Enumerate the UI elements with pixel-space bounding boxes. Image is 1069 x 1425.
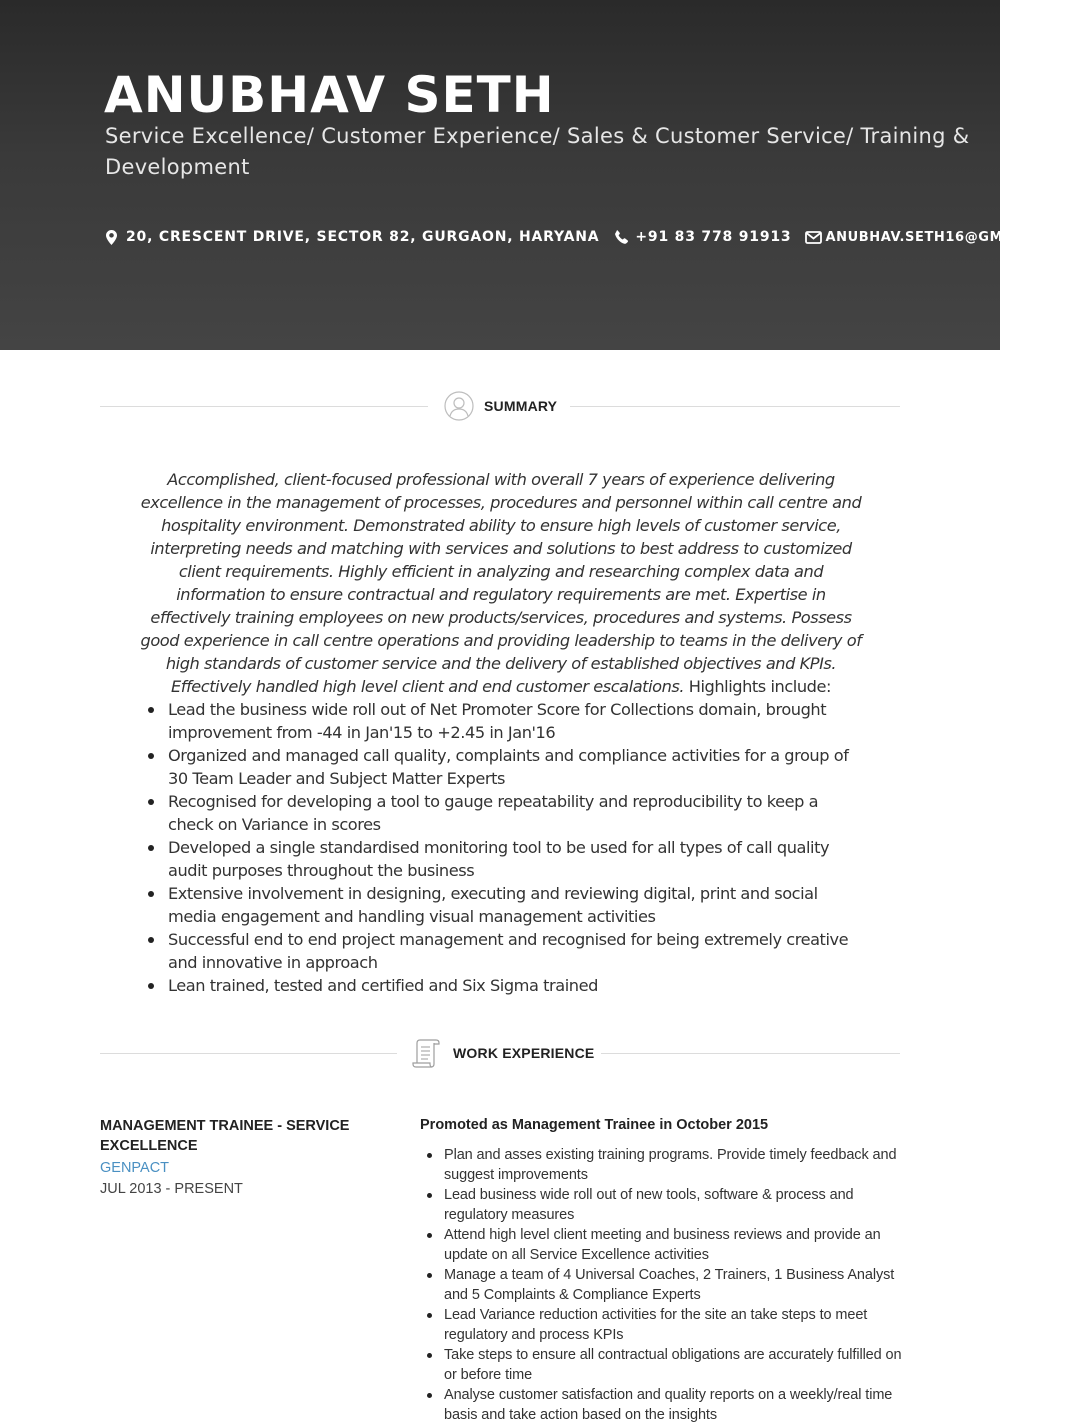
list-item: Plan and asses existing training programs. Provide timely feedback and suggest improvements bbox=[420, 1145, 905, 1185]
resume-header bbox=[0, 0, 1069, 350]
list-item: Lead the business wide roll out of Net Promoter Score for Collections domain, brought improvement from -44 in Jan'15 to +2.45 in Jan'16 bbox=[140, 698, 862, 744]
list-item: Extensive involvement in designing, executing and reviewing digital, print and social media engagement and handling visual management activities bbox=[140, 882, 862, 928]
highlights-intro: Highlights include: bbox=[684, 677, 831, 696]
address-text: 20, CRESCENT DRIVE, SECTOR 82, GURGAON, HARYANA bbox=[126, 229, 600, 245]
divider-line bbox=[601, 1053, 900, 1054]
divider-line bbox=[570, 406, 900, 407]
summary-text: Accomplished, client-focused professional with overall 7 years of experience delivering excellence in the management of processes, procedures and personnel within call centre and hospitality environment. Demonstrated ability to ensure high levels of customer service, interpreting needs and matching with services and solutions to best address to customized client requirements. Highly efficient in analyzing and researching complex data and information to ensure contractual and regulatory requirements are met. Expertise in effectively training employees on new products/services, procedures and systems. Possess good experience in call centre operations and providing leadership to teams in the delivery of high standards of customer service and the delivery of established objectives and KPIs. Effectively handled high level client and end customer escalations. bbox=[140, 470, 862, 696]
list-item: Organized and managed call quality, complaints and compliance activities for a group of 30 Team Leader and Subject Matter Experts bbox=[140, 744, 862, 790]
job-dates: JUL 2013 - PRESENT bbox=[100, 1181, 243, 1197]
job-title: MANAGEMENT TRAINEE - SERVICE EXCELLENCE bbox=[100, 1118, 350, 1154]
work-experience-section-header bbox=[100, 1033, 900, 1073]
list-item: Take steps to ensure all contractual obligations are accurately fulfilled on or before time bbox=[420, 1345, 905, 1385]
highlights-list bbox=[140, 698, 862, 997]
phone-text: +91 83 778 91913 bbox=[635, 229, 792, 245]
user-icon bbox=[444, 391, 474, 421]
job-company: GENPACT bbox=[100, 1160, 170, 1176]
list-item: Recognised for developing a tool to gauge repeatability and reproducibility to keep a check on Variance in scores bbox=[140, 790, 862, 836]
summary-body bbox=[140, 468, 862, 997]
summary-section-header bbox=[100, 386, 900, 426]
envelope-icon bbox=[805, 231, 822, 244]
job-responsibilities bbox=[420, 1145, 905, 1425]
candidate-name: ANUBHAV SETH bbox=[104, 66, 555, 124]
contact-phone[interactable] bbox=[615, 229, 791, 245]
divider-line bbox=[100, 1053, 397, 1054]
map-pin-icon bbox=[106, 230, 117, 245]
list-item: Attend high level client meeting and business reviews and provide an update on all Service Excellence activities bbox=[420, 1225, 905, 1265]
scroll-icon bbox=[412, 1037, 442, 1069]
contact-address bbox=[106, 229, 599, 245]
contact-bar bbox=[106, 227, 1069, 247]
summary-title: SUMMARY bbox=[484, 398, 558, 414]
contact-email[interactable] bbox=[805, 230, 1069, 245]
job-details bbox=[420, 1115, 905, 1425]
work-experience-title: WORK EXPERIENCE bbox=[453, 1045, 595, 1061]
list-item: Lead Variance reduction activities for the site an take steps to meet regulatory and process KPIs bbox=[420, 1305, 905, 1345]
candidate-tagline: Service Excellence/ Customer Experience/ Sales & Customer Service/ Training & Development bbox=[105, 124, 970, 179]
job-meta bbox=[100, 1116, 400, 1199]
job-heading: Promoted as Management Trainee in October 2015 bbox=[420, 1117, 769, 1133]
list-item: Lean trained, tested and certified and Six Sigma trained bbox=[140, 974, 862, 997]
email-text: ANUBHAV.SETH16@GMAIL.COM bbox=[825, 229, 1069, 245]
list-item: Lead business wide roll out of new tools, software & process and regulatory measures bbox=[420, 1185, 905, 1225]
phone-icon bbox=[615, 230, 628, 244]
list-item: Manage a team of 4 Universal Coaches, 2 Trainers, 1 Business Analyst and 5 Complaints & Compliance Experts bbox=[420, 1265, 905, 1305]
list-item: Analyse customer satisfaction and quality reports on a weekly/real time basis and take action based on the insights bbox=[420, 1385, 905, 1425]
list-item: Successful end to end project management and recognised for being extremely creative and innovative in approach bbox=[140, 928, 862, 974]
divider-line bbox=[100, 406, 428, 407]
summary-paragraph bbox=[140, 468, 862, 698]
list-item: Developed a single standardised monitoring tool to be used for all types of call quality audit purposes throughout the business bbox=[140, 836, 862, 882]
